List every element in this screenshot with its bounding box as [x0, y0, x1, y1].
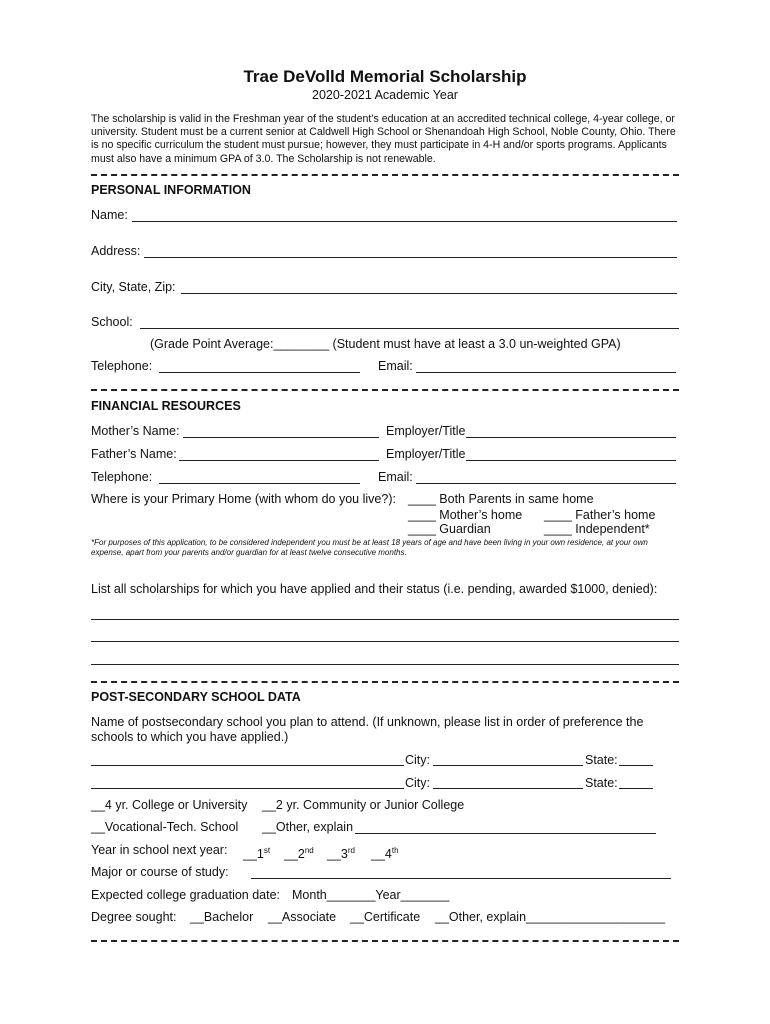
independent-footnote: *For purposes of this application, to be considered independent you must be at least 18 years of age and have been living in your own residence, at your own expense, apart from your parents and/or guardian for at least twelve consecutive months. [91, 538, 648, 557]
mother-name-field[interactable] [183, 437, 379, 438]
parent-telephone-label: Telephone: [91, 470, 153, 484]
option-other-school[interactable]: __Other, explain [262, 820, 354, 834]
mother-employer-field[interactable] [466, 437, 676, 438]
father-name-label: Father’s Name: [91, 447, 177, 461]
primary-home-question: Where is your Primary Home (with whom do you live?): [91, 492, 396, 506]
school-choice-1-city-label: City: [405, 753, 430, 767]
section-divider [91, 940, 679, 942]
year-option-4th[interactable]: __4th [371, 846, 399, 862]
school-choice-2-state-field[interactable] [619, 788, 653, 789]
mother-name-label: Mother’s Name: [91, 424, 180, 438]
option-fathers-home[interactable]: ____ Father’s home [544, 508, 656, 522]
post-secondary-heading: POST-SECONDARY SCHOOL DATA [91, 690, 301, 704]
school-choice-2-state-label: State: [585, 776, 618, 790]
graduation-date-label: Expected college graduation date: [91, 888, 281, 902]
father-employer-label: Employer/Title [386, 447, 466, 461]
scholarships-line-1[interactable] [91, 619, 679, 620]
section-divider [91, 681, 679, 683]
school-choice-1-city-field[interactable] [433, 765, 583, 766]
mother-employer-label: Employer/Title [386, 424, 466, 438]
year-in-school-label: Year in school next year: [91, 843, 228, 857]
post-secondary-intro: Name of postsecondary school you plan to attend. (If unknown, please list in order of preference the schools to which you have applied.) [91, 715, 644, 744]
telephone-field[interactable] [159, 372, 360, 373]
father-employer-field[interactable] [466, 460, 676, 461]
city-state-zip-field[interactable] [181, 293, 677, 294]
school-choice-1-field[interactable] [91, 765, 404, 766]
year-option-3rd[interactable]: __3rd [327, 846, 355, 862]
other-school-explain-field[interactable] [355, 833, 656, 834]
major-label: Major or course of study: [91, 865, 229, 879]
graduation-month-year-field[interactable]: Month_______Year_______ [292, 888, 450, 902]
degree-option-other[interactable]: __Other, explain____________________ [435, 910, 666, 924]
degree-option-bachelor[interactable]: __Bachelor [190, 910, 254, 924]
degree-option-certificate[interactable]: __Certificate [350, 910, 421, 924]
major-field[interactable] [251, 878, 671, 879]
school-choice-2-city-field[interactable] [433, 788, 583, 789]
form-title: Trae DeVolld Memorial Scholarship [243, 67, 527, 86]
city-state-zip-label: City, State, Zip: [91, 280, 176, 294]
name-label: Name: [91, 208, 128, 222]
option-vocational-tech[interactable]: __Vocational-Tech. School [91, 820, 239, 834]
parent-email-field[interactable] [416, 483, 676, 484]
option-2yr-college[interactable]: __2 yr. Community or Junior College [262, 798, 465, 812]
option-independent[interactable]: ____ Independent* [544, 522, 650, 536]
scholarships-line-2[interactable] [91, 641, 679, 642]
financial-resources-heading: FINANCIAL RESOURCES [91, 399, 241, 413]
option-mothers-home[interactable]: ____ Mother’s home [408, 508, 523, 522]
year-option-2nd[interactable]: __2nd [284, 846, 314, 862]
school-label: School: [91, 315, 133, 329]
option-both-parents[interactable]: ____ Both Parents in same home [408, 492, 594, 506]
school-field[interactable] [140, 328, 679, 329]
gpa-label[interactable]: (Grade Point Average:________ (Student must have at least a 3.0 un-weighted GPA) [150, 337, 621, 351]
option-4yr-college[interactable]: __4 yr. College or University [91, 798, 248, 812]
name-field[interactable] [132, 221, 677, 222]
year-option-1st[interactable]: __1st [243, 846, 271, 862]
school-choice-1-state-label: State: [585, 753, 618, 767]
scholarships-list-label: List all scholarships for which you have applied and their status (i.e. pending, awarded $1000, denied): [91, 582, 658, 596]
section-divider [91, 389, 679, 391]
personal-information-heading: PERSONAL INFORMATION [91, 183, 251, 197]
degree-sought-label: Degree sought: [91, 910, 177, 924]
parent-telephone-field[interactable] [159, 483, 360, 484]
academic-year: 2020-2021 Academic Year [312, 88, 458, 102]
intro-paragraph: The scholarship is valid in the Freshman year of the student’s education at an accredited technical college, 4-year college, or university. Student must be a current senior at Caldwell High School or Shenandoah High School, Noble County, Ohio. There is no specific curriculum the student must pursue; however, they must participate in 4-H and/or sports programs. Applicants must also have a minimum GPA of 3.0. The Scholarship is not renewable. [91, 113, 676, 165]
school-choice-1-state-field[interactable] [619, 765, 653, 766]
school-choice-2-city-label: City: [405, 776, 430, 790]
parent-email-label: Email: [378, 470, 413, 484]
address-label: Address: [91, 244, 141, 258]
degree-option-associate[interactable]: __Associate [268, 910, 337, 924]
email-label: Email: [378, 359, 413, 373]
scholarships-line-3[interactable] [91, 664, 679, 665]
option-guardian[interactable]: ____ Guardian [408, 522, 491, 536]
email-field[interactable] [416, 372, 676, 373]
school-choice-2-field[interactable] [91, 788, 404, 789]
father-name-field[interactable] [179, 460, 379, 461]
telephone-label: Telephone: [91, 359, 153, 373]
section-divider [91, 174, 679, 176]
address-field[interactable] [144, 257, 677, 258]
